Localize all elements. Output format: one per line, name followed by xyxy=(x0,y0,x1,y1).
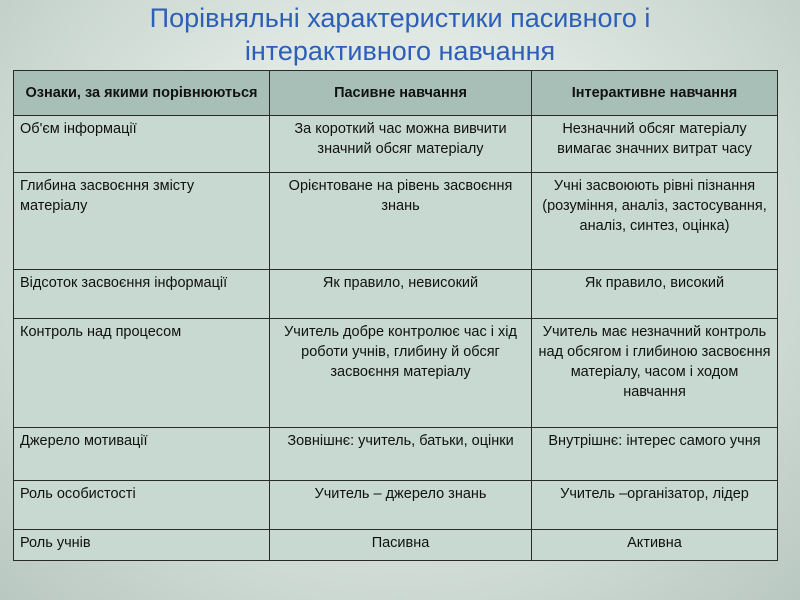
table-row xyxy=(14,319,778,428)
passive-cell: За короткий час можна вивчити значний обсяг матеріалу xyxy=(270,116,532,173)
criteria-cell: Джерело мотивації xyxy=(14,428,270,481)
criteria-cell: Глибина засвоєння змісту матеріалу xyxy=(14,173,270,270)
interactive-cell: Учні засвоюють рівні пізнання (розуміння, аналіз, застосування, аналіз, синтез, оцінка) xyxy=(532,173,778,270)
header-passive: Пасивне навчання xyxy=(270,71,532,116)
interactive-cell: Незначний обсяг матеріалу вимагає значних витрат часу xyxy=(532,116,778,173)
header-criteria: Ознаки, за якими порівнюються xyxy=(14,71,270,116)
header-interactive: Інтерактивне навчання xyxy=(532,71,778,116)
interactive-cell: Активна xyxy=(532,530,778,561)
table-row xyxy=(14,270,778,319)
criteria-cell: Відсоток засвоєння інформації xyxy=(14,270,270,319)
interactive-cell: Учитель –організатор, лідер xyxy=(532,481,778,530)
title-line-2: інтерактивного навчання xyxy=(244,36,556,66)
criteria-cell: Роль учнів xyxy=(14,530,270,561)
comparison-table xyxy=(13,70,778,561)
passive-cell: Пасивна xyxy=(270,530,532,561)
passive-cell: Як правило, невисокий xyxy=(270,270,532,319)
title-line-1: Порівняльні характеристики пасивного і xyxy=(149,3,651,33)
table-row xyxy=(14,530,778,561)
passive-cell: Учитель добре контролює час і хід роботи учнів, глибину й обсяг засвоєння матеріалу xyxy=(270,319,532,428)
passive-cell: Учитель – джерело знань xyxy=(270,481,532,530)
interactive-cell: Внутрішнє: інтерес самого учня xyxy=(532,428,778,481)
passive-cell: Зовнішнє: учитель, батьки, оцінки xyxy=(270,428,532,481)
table-row xyxy=(14,173,778,270)
interactive-cell: Як правило, високий xyxy=(532,270,778,319)
table-header-row xyxy=(14,71,778,116)
table-row xyxy=(14,116,778,173)
criteria-cell: Роль особистості xyxy=(14,481,270,530)
criteria-cell: Контроль над процесом xyxy=(14,319,270,428)
criteria-cell: Об'єм інформації xyxy=(14,116,270,173)
table-row xyxy=(14,428,778,481)
interactive-cell: Учитель має незначний контроль над обсягом і глибиною засвоєння матеріалу, часом і ходом навчання xyxy=(532,319,778,428)
table-row xyxy=(14,481,778,530)
page-title xyxy=(0,2,800,68)
passive-cell: Орієнтоване на рівень засвоєння знань xyxy=(270,173,532,270)
